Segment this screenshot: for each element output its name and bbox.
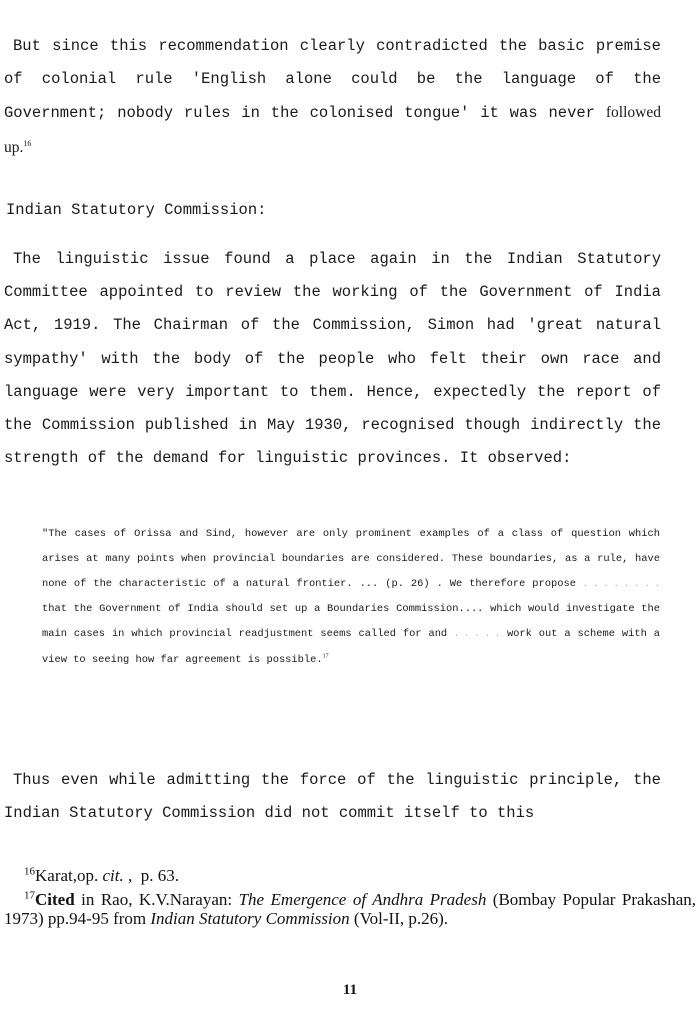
footnote-16-number: 16	[24, 865, 35, 878]
footnote-17	[4, 890, 696, 928]
footnote-16-page: p. 63.	[140, 866, 180, 885]
footnote-17-text-1: in Rao, K.V.Narayan:	[81, 890, 233, 909]
footnote-16-cit: cit.	[102, 866, 124, 885]
quote-ellipsis-1: . . . . . . . .	[582, 579, 660, 589]
quote-part-3: work out a scheme with a view to seeing how far agreement is possible.	[42, 628, 660, 666]
footnote-16	[4, 866, 696, 885]
footnote-17-number: 17	[24, 889, 35, 902]
footnote-17-text-2: (Bombay Popular Prakashan, 1973) pp.94-95 from	[4, 890, 696, 928]
footnote-ref-16[interactable]: 16	[23, 138, 32, 148]
paragraph-colonial-rule-text: But since this recommendation clearly contradicted the basic premise of colonial rule 'English alone could be the language of the Government; nobody rules in the colonised tongue' it was never	[4, 37, 661, 123]
paragraph-statutory-commission	[4, 243, 661, 475]
paragraph-statutory-commission-text: The linguistic issue found a place again in the Indian Statutory Committee appointed to review the working of the Government of India Act, 1919. The Chairman of the Commission, Simon had 'great natural sympathy' with the body of the people who felt their own race and language were very important to them. Hence, expectedly the report of the Commission published in May 1930, recognised though indirectly the strength of the demand for linguistic provinces. It observed:	[4, 250, 661, 468]
block-quote	[42, 522, 660, 673]
paragraph-linguistic-principle	[4, 764, 661, 830]
paragraph-linguistic-principle-text: Thus even while admitting the force of the linguistic principle, the Indian Statutory Commission did not commit itself to this	[4, 771, 661, 823]
footnote-17-cited: Cited	[35, 890, 75, 909]
page-number: 11	[342, 982, 358, 998]
quote-ellipsis-2: . . . . .	[454, 630, 501, 640]
footnote-17-source: Indian Statutory Commission	[150, 909, 350, 928]
quote-part-1: "The cases of Orissa and Sind, however are only prominent examples of a class of question which arises at many points when provincial boundaries are considered. These boundaries, as a rule, have none of the characteristic of a natural frontier. ... (p. 26) . We therefore propose	[42, 528, 660, 590]
footnote-16-separator: ,	[128, 866, 133, 885]
paragraph-colonial-rule	[4, 30, 661, 165]
paragraph-colonial-rule-tail: followed up.	[4, 104, 661, 156]
footnote-17-book-title: The Emergence of Andhra Pradesh	[238, 890, 487, 909]
footnote-ref-17[interactable]: 17	[322, 653, 329, 660]
quote-part-2: that the Government of India should set up a Boundaries Commission.... which would investigate the main cases in which provincial readjustment seems called for and	[42, 603, 660, 641]
footnote-16-author: Karat,op.	[35, 866, 99, 885]
footnote-17-text-3: (Vol-II, p.26).	[353, 909, 449, 928]
footnotes-section	[4, 866, 696, 933]
section-heading: Indian Statutory Commission:	[6, 201, 267, 219]
